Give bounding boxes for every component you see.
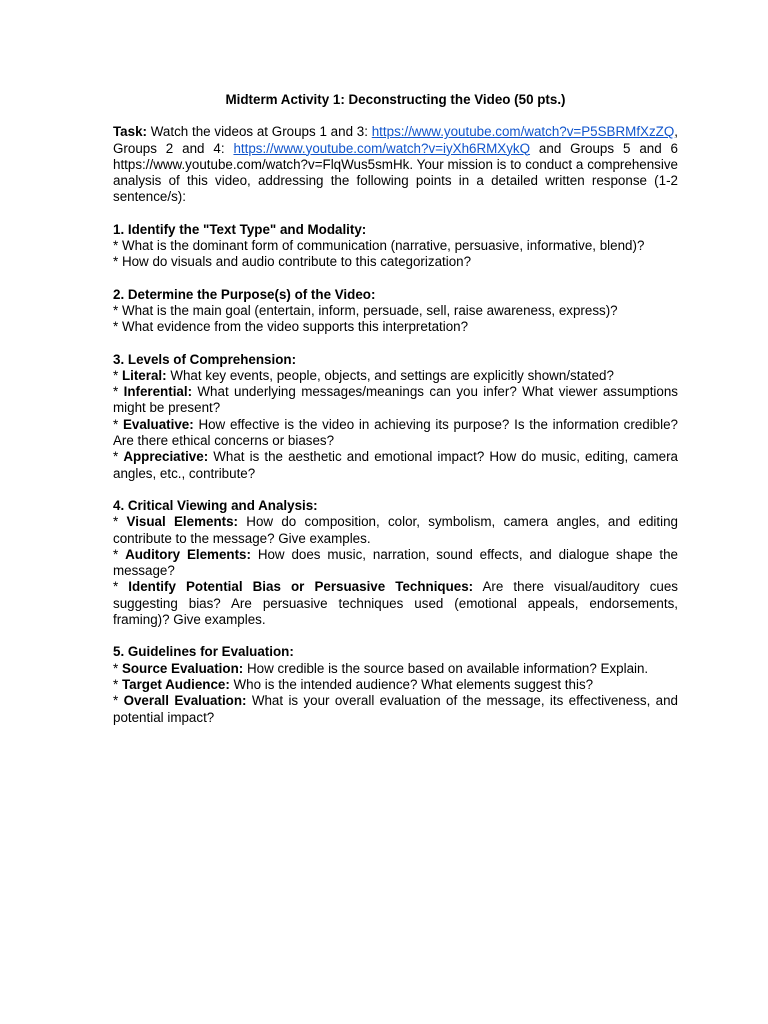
section-heading: 2. Determine the Purpose(s) of the Video: [113,286,376,302]
section-3 [113,352,678,482]
document-page [113,92,678,742]
item-label: Auditory Elements: [125,546,251,562]
bullet-marker: * [113,416,123,432]
bullet-marker: * [113,254,122,270]
item-text: What is your overall evaluation of the message, its effectiveness, and potential impact? [113,693,678,725]
item-label: Evaluative: [122,416,194,432]
item-text: What is the aesthetic and emotional impact? How do music, editing, camera angles, etc., contribute? [113,449,678,481]
task-paragraph [113,124,678,205]
item-text: What underlying messages/meanings can you infer? What viewer assumptions might be present? [113,384,678,416]
section-1 [113,222,678,271]
task-text-1: Watch the videos at Groups 1 and 3: [147,124,372,140]
list-item [113,677,678,693]
task-text-2: , Groups 2 and 4: [113,124,678,156]
list-item [113,661,678,677]
section-heading: 3. Levels of Comprehension: [113,351,297,367]
bullet-marker: * [113,302,122,318]
bullet-marker: * [113,238,122,254]
sections-container [113,222,678,726]
list-item [113,319,678,335]
item-label: Source Evaluation: [121,660,244,676]
item-label: Appreciative: [123,449,209,465]
video-link-groups-2-4[interactable]: https://www.youtube.com/watch?v=iyXh6RMXykQ [233,140,531,156]
video-link-groups-1-3[interactable]: https://www.youtube.com/watch?v=P5SBRMfXzZQ [371,124,675,140]
task-label: Task: [113,124,147,140]
task-text-3: and Groups 5 and 6 https://www.youtube.com/watch?v=FlqWus5smHk. Your mission is to conduct a comprehensive analysis of this video, addressing the following points in a detailed written response (1-2 sentence/s): [113,140,678,205]
item-text: What key events, people, objects, and settings are explicitly shown/stated? [166,367,614,383]
bullet-marker: * [113,384,124,400]
section-5 [113,644,678,725]
item-text: What evidence from the video supports this interpretation? [121,319,469,335]
list-item [113,547,678,580]
item-text: What is the dominant form of communication (narrative, persuasive, informative, blend)? [121,238,645,254]
section-heading: 5. Guidelines for Evaluation: [113,644,294,660]
list-item [113,254,678,270]
page-title: Midterm Activity 1: Deconstructing the Video (50 pts.) [225,92,566,107]
section-heading: 1. Identify the "Text Type" and Modality: [113,221,367,237]
bullet-marker: * [113,693,124,709]
item-label: Overall Evaluation: [123,693,247,709]
bullet-marker: * [113,579,129,595]
list-item [113,579,678,628]
list-item [113,303,678,319]
bullet-marker: * [113,514,127,530]
item-text: How do composition, color, symbolism, camera angles, and editing contribute to the message? Give examples. [113,514,678,546]
item-text: Who is the intended audience? What elements suggest this? [229,676,594,692]
item-text: How credible is the source based on available information? Explain. [243,660,649,676]
bullet-marker: * [113,367,122,383]
section-4 [113,498,678,628]
item-label: Identify Potential Bias or Persuasive Techniques: [128,579,474,595]
item-text: How does music, narration, sound effects, and dialogue shape the message? [113,546,679,579]
item-text: How do visuals and audio contribute to this categorization? [121,254,472,270]
bullet-marker: * [113,676,122,692]
section-heading: 4. Critical Viewing and Analysis: [113,497,318,513]
list-item [113,417,678,450]
item-label: Visual Elements: [126,514,238,530]
item-label: Literal: [121,367,167,383]
list-item [113,514,678,547]
bullet-marker: * [113,449,124,465]
item-label: Target Audience: [121,676,230,692]
list-item [113,368,678,384]
section-2 [113,287,678,336]
list-item [113,449,678,482]
item-label: Inferential: [123,384,193,400]
item-text: Are there visual/auditory cues suggesting bias? Are persuasive techniques used (emotional appeals, endorsements, framing)? Give examples. [113,579,678,628]
list-item [113,384,678,417]
bullet-marker: * [113,319,122,335]
item-text: How effective is the video in achieving its purpose? Is the information credible? Are there ethical concerns or biases? [113,416,678,449]
list-item [113,238,678,254]
bullet-marker: * [113,546,126,562]
list-item [113,693,678,726]
bullet-marker: * [113,660,122,676]
item-text: What is the main goal (entertain, inform, persuade, sell, raise awareness, express)? [121,302,618,318]
